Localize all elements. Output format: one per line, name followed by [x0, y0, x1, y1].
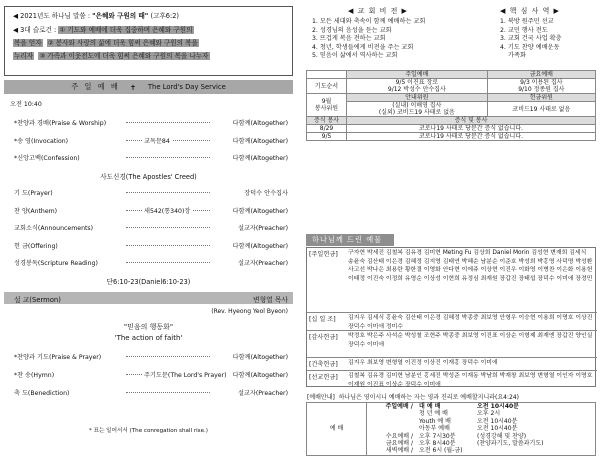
mission-item: 2. 교민 행사 전도	[500, 26, 548, 34]
schedule-day: 아동부 예배	[419, 425, 450, 433]
schedule-day: 대 예 배	[419, 403, 441, 410]
service-roster-table: 주일예배 금요예배 기도순서 9/5 이진표 장로 9/12 박성수 안수집사 9/3 이용된 집사 9/10 정종원 집사 9월 봉사위원 안내위원 헌금위원 (실내) 이해영 집사 (실외) 코비드19 사태로 없음 코비드19 사태로 없음 증식 봉사 증식 및 봉사 8/29 코로나19 사태로 당분간 증식 없습니다. 9/5 코로나19 사태로 당분간 증식 없습니다.	[306, 70, 596, 141]
order-item-leader: 다함께(Altogether)	[232, 155, 288, 162]
leader-dots	[126, 122, 210, 123]
order-item-leader: 다함께(Altogether)	[232, 372, 288, 379]
order-item	[14, 370, 288, 379]
leader-dots	[126, 192, 210, 193]
order-item-label: *찬양과 경배(Praise & Worship)	[14, 120, 107, 127]
sermon-label: 설 교(Sermon)	[14, 296, 61, 304]
schedule-time: 오전 10시40분	[477, 425, 518, 433]
gift-category: [감사헌금]	[309, 334, 338, 341]
sermon-preacher-en: (Rev. Hyeong Yeol Byeon)	[211, 308, 288, 315]
gift-row	[307, 248, 597, 312]
gift-names: 김지우 최보영 변형열 이진정 이상진 이재홍 장덕수 이미애	[348, 360, 498, 366]
order-item	[14, 188, 288, 197]
gift-category: [선교헌금]	[309, 374, 338, 381]
order-item-detail: 교독문84	[144, 137, 170, 145]
vision-item: 2. 성경님의 음성을 듣는 교회	[312, 26, 392, 34]
gift-row	[307, 312, 597, 330]
slogan-line-3: 누리자 ③ 가족과 이웃전도에 더욱 힘써 은혜와 구원의 복을 나누자	[14, 52, 209, 60]
gift-row	[307, 370, 597, 388]
order-item-label: *송 영(Invocation)	[14, 137, 69, 145]
gift-category: [건축헌금]	[309, 361, 338, 368]
schedule-name: 수요예배 /	[385, 432, 413, 440]
order-item-label: 기 도(Prayer)	[14, 190, 53, 197]
schedule-time: 오후 2시	[477, 410, 501, 418]
order-item-label: 축 도(Benediction)	[14, 390, 70, 397]
gift-names: 김철복 김유경 김미현 남분인 홍세진 박성준 이재동 박남희 박재창 최보영 변형열 이인자 이명호 이재원 이진표 이상순 장덕수 이미애	[348, 373, 593, 388]
order-item	[14, 352, 288, 361]
schedule-day: 청 년 예 배	[419, 410, 448, 418]
schedule-name: 주일예배 /	[385, 403, 413, 410]
gifts-title: 하나님께 드린 예물	[306, 234, 394, 246]
schedule-time: 오전 10시40분	[477, 403, 519, 410]
schedule-heading: [예배안내] 하나님은 영이시니 예배하는 자는 영과 진리로 예배할지니라(요4:24)	[307, 394, 519, 401]
gift-names: 구자현 박세진 김철복 김유경 김미현 Meting Fu 김상희 Daniel Morin 김성현 변재희 김세식 송윤숙 김산태 이은경 김혜정 김지영 김태연 박혜순 남분순 이준호 박성희 박홍영 사덕명 박성환 사고선 박나은 최용란 황한결 이영화 안다현 이에쥬 이상현 이진우 이화영 이병찬 이은화 이용헌 이태정 이진숙 이정희 유영순 이상성 이현희 유정심 최재원 장갑진 장태섭 장덕수 이미애 장정민	[348, 250, 593, 282]
gift-category: [주일헌금]	[309, 251, 338, 258]
order-item	[14, 206, 288, 215]
order-item-leader: 설교자(Preacher)	[237, 225, 288, 232]
gift-row	[307, 330, 597, 357]
gift-category: [십 일 조]	[309, 316, 336, 323]
vision-item: 1. 모든 세대와 축속이 함께 예배하는 교회	[312, 18, 426, 25]
mission-list	[500, 18, 562, 61]
sermon-title: "믿음의 행동화"	[123, 323, 174, 331]
order-item-label: 찬 양(Anthem)	[14, 207, 58, 215]
schedule-name: 새벽예배 /	[385, 447, 413, 455]
vision-title: ◀ 교 회 비 전 ▶	[348, 7, 408, 15]
mission-item: 가족화	[508, 52, 526, 60]
order-item: 사도신경(The Apostles' Creed)	[100, 172, 197, 181]
schedule-row	[369, 425, 593, 432]
order-item	[14, 153, 288, 162]
order-item-leader: 다함께(Altogether)	[232, 354, 288, 361]
order-item: 단6:10-23(Daniel6:10-23)	[106, 277, 191, 286]
leader-dots	[126, 392, 210, 393]
schedule-day: 오후 7시30분	[419, 432, 456, 440]
order-item-label: *신앙고백(Confession)	[14, 155, 80, 162]
schedule-table: 예 배 주일예배 / 대 예 배 오전 10시40분 청 년 예 배 오후 2시 Youth 예 배 오전 10시40분 아동부 예배 오전 10시40분 수요예배 / 오후 7시30분 (성경강해 및 찬양) 금요예배 / 오후 8시40분 (찬양과기도, 말씀과기도) 새벽예배 / 오전 6시 (월-금)	[306, 402, 596, 456]
order-item-leader: 장덕수 안수집사	[244, 190, 288, 197]
year-word: ◀ 2021년도 하나님 말씀 : "은혜와 구원의 때" (고후6:2)	[13, 12, 179, 20]
vision-item: 3. 뜨겁게 복음 전하는 교회	[312, 35, 386, 43]
schedule-name: 금요예배 /	[385, 439, 413, 447]
order-item-leader: 다함께(Altogether)	[232, 242, 288, 250]
order-item	[14, 388, 288, 397]
order-item	[14, 241, 288, 250]
mission-item: 1. 북방 원주민 선교	[500, 18, 554, 25]
worship-banner: 주 일 예 배 ✝ The Lord's Day Service	[4, 80, 293, 94]
mission-item: 3. 교회 건국 사업 확충	[500, 35, 562, 43]
order-item-label: *찬 송(Hymn)	[14, 372, 55, 379]
announcement-box	[4, 6, 293, 76]
order-item	[14, 258, 288, 267]
order-item-label: 헌 금(Offering)	[14, 242, 58, 250]
order-item-leader: 다함께(Altogether)	[232, 137, 288, 145]
order-item-label: *찬양과 기도(Praise & Prayer)	[14, 354, 102, 361]
slogan-line-2: 복을 얻자 ② 봉사와 사랑의 삶에 더욱 힘써 은혜와 구원의 복을	[14, 39, 198, 47]
order-item-leader: 다함께(Altogether)	[232, 120, 288, 127]
leader-dots	[126, 227, 210, 228]
order-item	[14, 223, 288, 232]
mission-item: 4. 기도 찬양 예배운동	[500, 43, 560, 51]
leader-dots	[126, 245, 210, 246]
schedule-row	[369, 433, 593, 440]
order-item-label: 교회소식(Announcements)	[14, 225, 94, 232]
leader-dots	[126, 262, 210, 263]
cross-icon: ✝	[129, 82, 138, 92]
order-item-label: 성경봉독(Scripture Reading)	[14, 260, 98, 267]
sermon-preacher: 변형열 목사	[253, 296, 288, 304]
order-item	[14, 118, 288, 127]
order-item-detail: 주기도문(The Lord's Prayer)	[144, 372, 227, 379]
service-time: 오전 10:40	[10, 101, 42, 108]
vision-list	[312, 18, 425, 61]
gifts-box	[306, 247, 596, 387]
schedule-row	[369, 447, 593, 454]
gift-row	[307, 357, 597, 370]
gift-names: 김지우 김세식 홍윤숙 김산태 이은경 김혜정 박종중 최보영 안형우 이승현 이용희 이명호 이상진 장덕수 이미애 정미수	[348, 315, 593, 330]
order-item-leader: 설교자(Preacher)	[237, 390, 288, 397]
order-item	[14, 136, 288, 145]
slogan-line-1: ◀ 3대 슬로건 : ① 기도와 예배에 더욱 집중하며 은혜와 구원의	[13, 26, 193, 34]
schedule-row	[369, 410, 593, 417]
schedule-day: 오전 6시 (월-금)	[419, 447, 463, 455]
schedule-day: Youth 예 배	[419, 417, 451, 425]
gift-names: 박정호 박은주 사석순 박성철 조현주 박종중 최보영 이진표 이상순 이형제 최재엔 장갑진 양인실 장덕수 이미애	[348, 333, 593, 348]
sermon-title-en: 'The action of faith'	[114, 334, 183, 342]
vision-item: 5. 믿음이 삶에서 역사하는 교회	[312, 52, 398, 60]
vision-item: 4. 청년, 학생들에게 비전을 주는 교회	[312, 43, 414, 51]
leader-dots	[126, 157, 210, 158]
order-item-leader: 다함께(Altogether)	[232, 207, 288, 215]
mission-title: ◀ 핵 심 사 역 ▶	[500, 7, 560, 15]
schedule-day: 오후 8시40분	[419, 439, 456, 447]
schedule-time: 오전 10시40분	[477, 417, 518, 425]
schedule-time: (찬양과기도, 말씀과기도)	[477, 439, 544, 447]
leader-dots	[126, 356, 210, 357]
order-item-detail: 새542(통340)장	[144, 207, 191, 215]
schedule-time: (성경강해 및 찬양)	[477, 432, 527, 440]
order-item-leader: 설교자(Preacher)	[237, 260, 288, 267]
footnote: * 표는 일어서서 (The conregation shall rise.)	[89, 428, 208, 434]
